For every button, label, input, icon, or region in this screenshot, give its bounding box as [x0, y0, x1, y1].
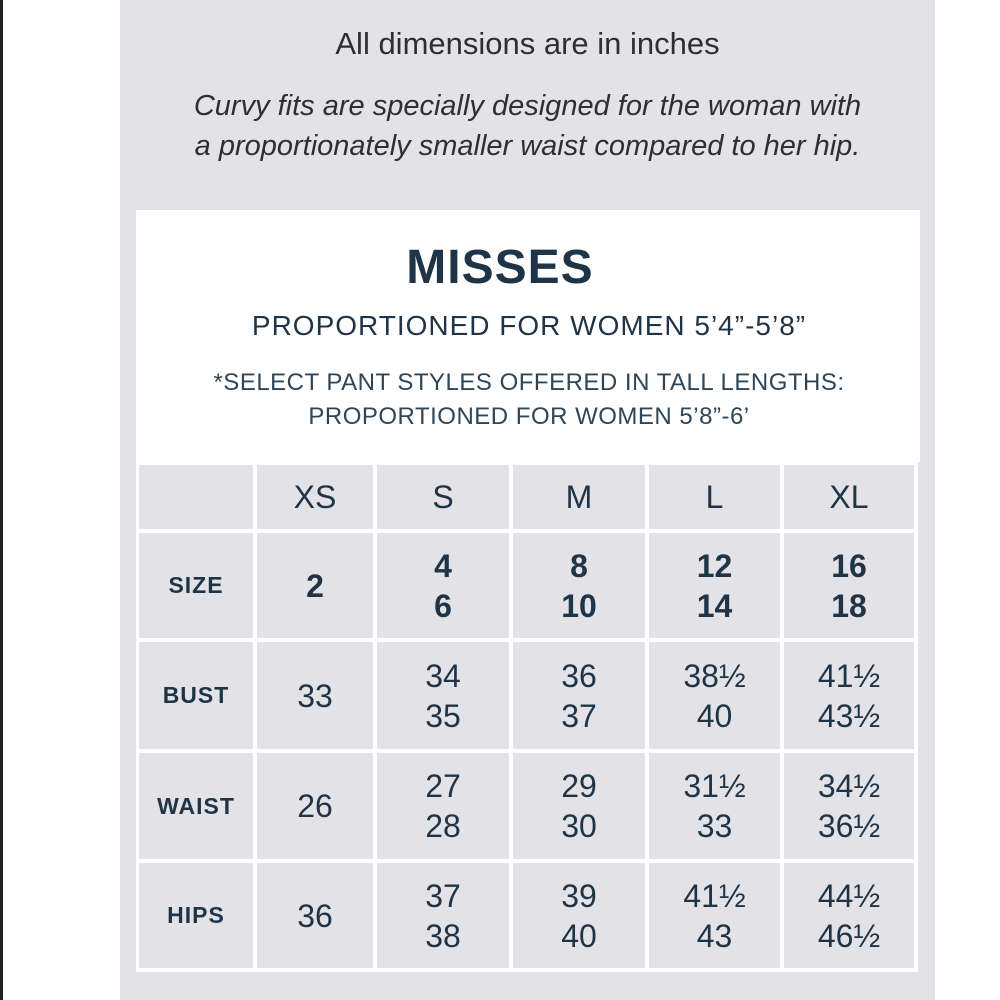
- row-header: [139, 533, 253, 638]
- cell-value: 37: [561, 697, 597, 734]
- table-cell: [377, 533, 509, 638]
- cell-value: 2: [306, 567, 324, 604]
- cell-value: 12: [696, 547, 733, 584]
- cell-value: 40: [696, 697, 733, 734]
- table-cell: [377, 863, 509, 968]
- table-cell: [649, 642, 780, 749]
- cell-value: 31½: [683, 768, 746, 804]
- table-cell: [784, 642, 914, 749]
- cell-value: 36: [561, 657, 597, 694]
- cell-value: 6: [434, 587, 452, 624]
- row-header: [139, 863, 253, 968]
- table-cell: [784, 753, 914, 859]
- tall-lengths-note-line-2: PROPORTIONED FOR WOMEN 5’8”-6’: [308, 403, 750, 430]
- cell-value: 14: [696, 587, 733, 624]
- table-cell: [257, 533, 373, 638]
- row-header-label: HIPS: [167, 902, 225, 928]
- table-cell: [257, 642, 373, 749]
- left-border-line: [0, 0, 3, 1000]
- table-cell: [513, 533, 645, 638]
- column-header-label: S: [432, 478, 454, 515]
- table-cell: [649, 533, 780, 638]
- cell-value: 33: [696, 808, 733, 844]
- row-header: [139, 753, 253, 859]
- cell-value: 16: [831, 547, 867, 584]
- row-header-label: BUST: [162, 682, 230, 708]
- table-cell: [257, 753, 373, 859]
- table-cell: [649, 753, 780, 859]
- table-cell: [257, 863, 373, 968]
- cell-value: 43: [696, 917, 733, 954]
- size-table: [136, 462, 918, 972]
- column-header: [377, 465, 509, 529]
- table-cell: [784, 533, 914, 638]
- cell-value: 40: [561, 917, 597, 954]
- cell-value: 29: [561, 768, 597, 804]
- cell-value: 39: [561, 877, 597, 914]
- cell-value: 10: [561, 587, 597, 624]
- cell-value: 36: [297, 897, 333, 934]
- dimensions-note: All dimensions are in inches: [335, 26, 720, 61]
- curvy-fit-note: [120, 86, 935, 166]
- column-header-label: L: [705, 478, 724, 515]
- cell-value: 33: [297, 677, 333, 714]
- table-cell: [784, 863, 914, 968]
- cell-value: 38: [425, 917, 461, 954]
- column-header: [257, 465, 373, 529]
- cell-value: 41½: [683, 877, 746, 914]
- cell-value: 28: [425, 808, 461, 844]
- row-header-label: SIZE: [168, 572, 224, 598]
- cell-value: 44½: [817, 877, 881, 914]
- corner-cell: [139, 465, 253, 529]
- cell-value: 46½: [817, 917, 881, 954]
- cell-value: 27: [425, 768, 461, 804]
- cell-value: 34½: [817, 768, 881, 804]
- table-cell: [513, 753, 645, 859]
- row-header: [139, 642, 253, 749]
- cell-value: 36½: [817, 808, 881, 844]
- column-header: [513, 465, 645, 529]
- column-header-label: M: [565, 478, 593, 515]
- cell-value: 37: [425, 877, 461, 914]
- table-cell: [377, 642, 509, 749]
- cell-value: 35: [425, 697, 461, 734]
- curvy-fit-note-line-1: Curvy fits are specially designed for the woman with: [193, 90, 862, 122]
- cell-value: 41½: [817, 657, 881, 694]
- table-cell: [513, 642, 645, 749]
- row-header-label: WAIST: [157, 792, 235, 819]
- cell-value: 8: [570, 547, 588, 584]
- tall-lengths-note: [0, 366, 1000, 434]
- cell-value: 34: [425, 657, 461, 694]
- column-header-label: XL: [829, 478, 869, 515]
- chart-title: MISSES: [406, 241, 594, 294]
- column-header-label: XS: [293, 478, 337, 515]
- column-header: [649, 465, 780, 529]
- tall-lengths-note-line-1: *SELECT PANT STYLES OFFERED IN TALL LENGTHS:: [213, 369, 845, 396]
- curvy-fit-note-line-2: a proportionately smaller waist compared to her hip.: [194, 130, 861, 162]
- cell-value: 38½: [683, 657, 746, 694]
- cell-value: 4: [434, 547, 452, 584]
- column-header: [784, 465, 914, 529]
- proportion-subtitle: PROPORTIONED FOR WOMEN 5’4”-5’8”: [251, 310, 807, 341]
- cell-value: 18: [831, 587, 867, 624]
- cell-value: 26: [297, 788, 333, 824]
- table-cell: [649, 863, 780, 968]
- table-cell: [513, 863, 645, 968]
- cell-value: 30: [561, 808, 597, 844]
- cell-value: 43½: [817, 697, 881, 734]
- table-cell: [377, 753, 509, 859]
